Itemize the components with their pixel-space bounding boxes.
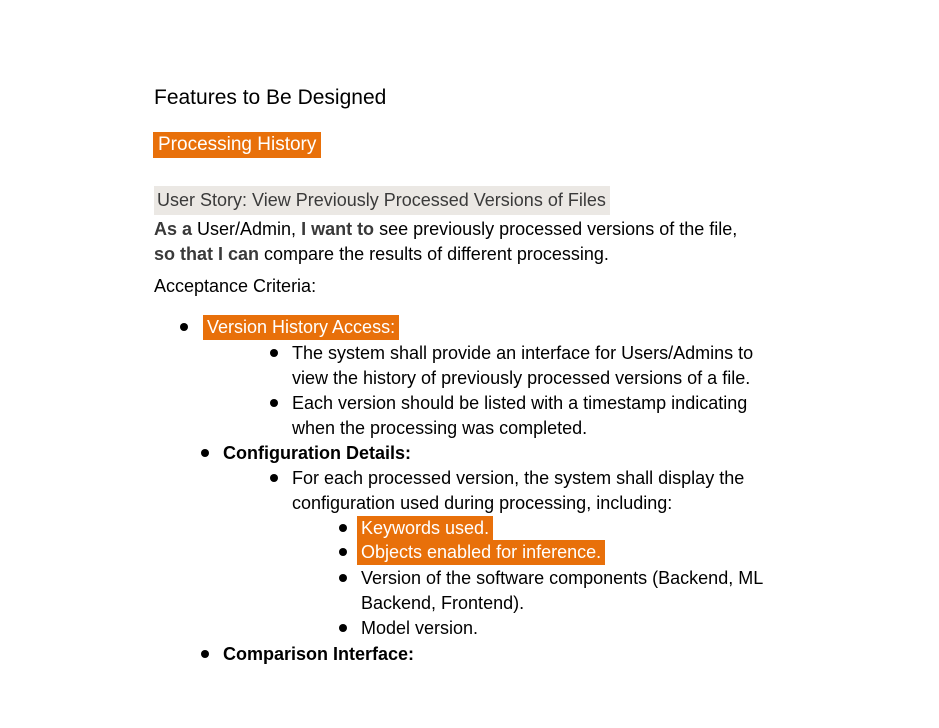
bullet-icon (270, 399, 278, 407)
subitem-software-line-1: Version of the software components (Backend, ML (361, 568, 764, 588)
version-history-item-1-line-2: view the history of previously processed versions of a file. (292, 368, 751, 388)
page-title: Features to Be Designed (154, 86, 387, 109)
bullet-icon (270, 474, 278, 482)
bullet-icon (339, 548, 347, 556)
bullet-icon (201, 449, 209, 457)
criterion-version-history-title: Version History Access: (203, 315, 399, 340)
i-want-label: I want to (296, 219, 375, 239)
bullet-icon (270, 349, 278, 357)
bullet-icon (339, 624, 347, 632)
criterion-comparison-title: Comparison Interface: (223, 644, 415, 664)
section-tag-processing-history: Processing History (153, 132, 321, 158)
so-that-label: so that I can (154, 244, 260, 264)
version-history-item-1-line-1: The system shall provide an interface for Users/Admins to (292, 343, 754, 363)
i-want-value: see previously processed versions of the file, (374, 219, 738, 239)
as-a-label: As a (154, 219, 193, 239)
bullet-icon (180, 323, 188, 331)
configuration-item-line-1: For each processed version, the system shall display the (292, 468, 745, 488)
so-that-value: compare the results of different processing. (259, 244, 609, 264)
user-story-tag: User Story: View Previously Processed Versions of Files (154, 186, 610, 215)
bullet-icon (201, 650, 209, 658)
version-history-item-2-line-1: Each version should be listed with a timestamp indicating (292, 393, 748, 413)
bullet-icon (339, 574, 347, 582)
user-story-line-2 (154, 242, 609, 267)
subitem-model: Model version. (361, 618, 479, 638)
version-history-item-2-line-2: when the processing was completed. (292, 418, 588, 438)
acceptance-criteria-label: Acceptance Criteria: (154, 276, 317, 296)
bullet-icon (339, 524, 347, 532)
subitem-software-line-2: Backend, Frontend). (361, 593, 525, 613)
user-story-line-1 (154, 217, 737, 242)
subitem-keywords: Keywords used. (357, 516, 493, 541)
as-a-value: User/Admin, (192, 219, 297, 239)
criterion-configuration-title: Configuration Details: (223, 443, 411, 463)
subitem-objects: Objects enabled for inference. (357, 540, 605, 565)
configuration-item-line-2: configuration used during processing, including: (292, 493, 673, 513)
